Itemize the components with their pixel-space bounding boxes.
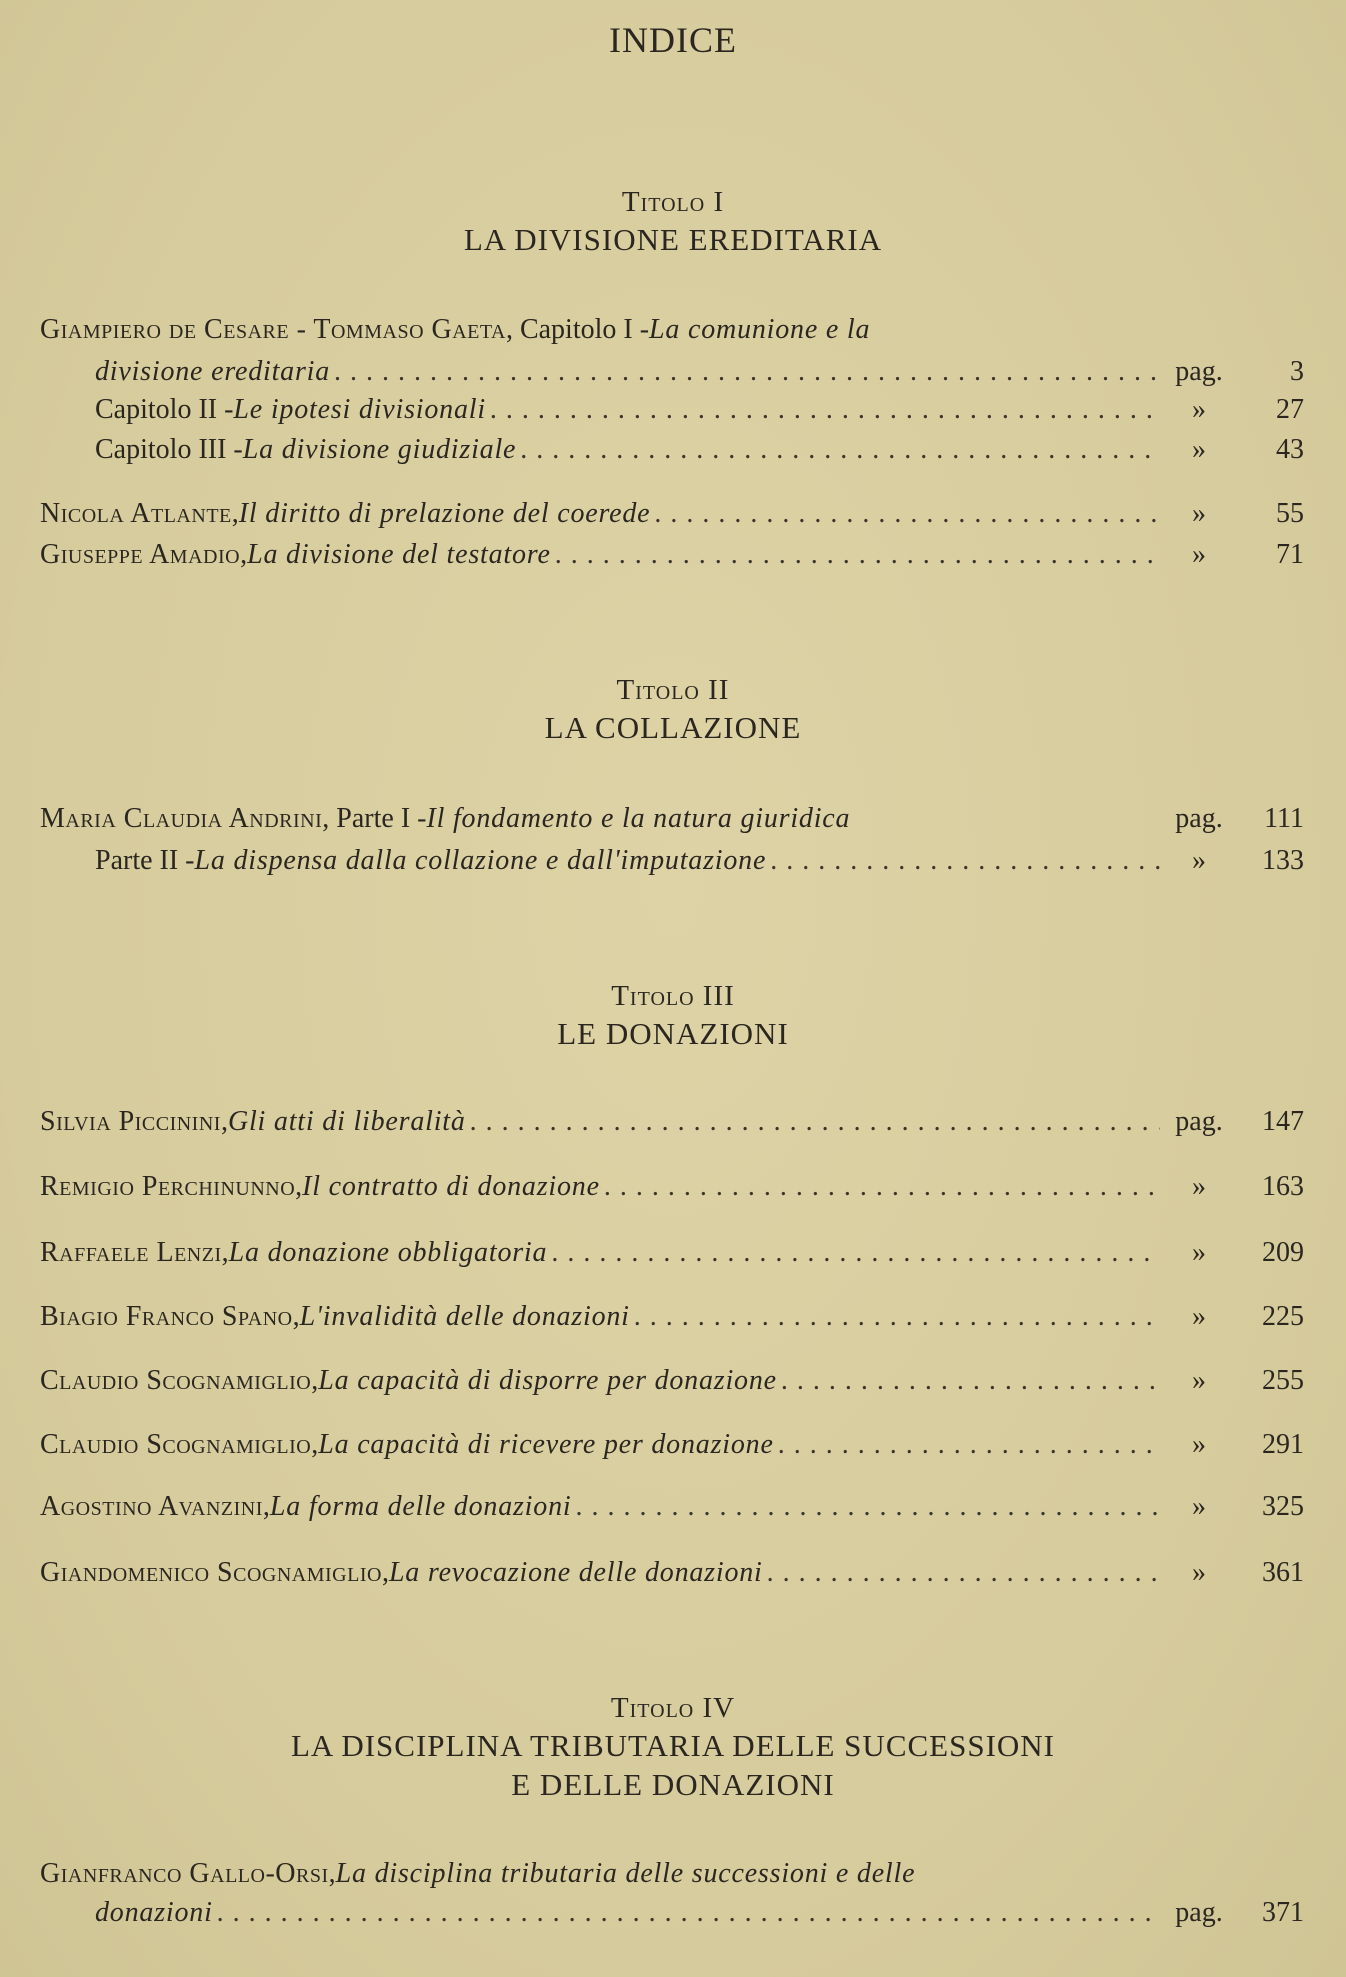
entry-title: La divisione giudiziale: [242, 434, 517, 465]
entry-chapter: Capitolo II -: [95, 394, 234, 425]
page-marker: pag.: [1175, 1106, 1223, 1137]
entry-title: donazioni: [95, 1897, 213, 1928]
page-marker: »: [1192, 1491, 1206, 1522]
dot-leader: [217, 1894, 1160, 1932]
entry-title: La capacità di disporre per donazione: [318, 1365, 777, 1396]
entry-title: La comunione e la: [649, 314, 871, 345]
section-heading: LE DONAZIONI: [557, 1016, 789, 1051]
toc-entry-line: [40, 1168, 1304, 1206]
entry-author: Silvia Piccinini: [40, 1106, 221, 1137]
entry-title: La forma delle donazioni: [269, 1491, 572, 1522]
entry-chapter: , Capitolo I -: [505, 314, 650, 345]
toc-entry-line: [40, 1234, 1304, 1272]
entry-author: Claudio Scognamiglio: [40, 1365, 312, 1396]
entry-title: Il diritto di prelazione del coerede: [238, 498, 651, 529]
page-number: 147: [1262, 1106, 1304, 1137]
entry-author: Agostino Avanzini: [40, 1491, 263, 1522]
toc-entry-line: [40, 1855, 1304, 1893]
page-number: 255: [1262, 1365, 1304, 1396]
entry-title: La revocazione delle donazioni: [388, 1557, 763, 1588]
page-number: 71: [1276, 539, 1304, 570]
page-number: 27: [1276, 394, 1304, 425]
section-heading: LA DIVISIONE EREDITARIA: [463, 222, 883, 257]
toc-entry-line: [95, 842, 1304, 880]
dot-leader: [555, 536, 1160, 574]
page-marker: »: [1192, 394, 1206, 425]
entry-author: Giuseppe Amadio: [40, 539, 241, 570]
page-number: 371: [1262, 1897, 1304, 1928]
page-marker: »: [1192, 1171, 1206, 1202]
toc-entry-line: [40, 1488, 1304, 1526]
entry-chapter: ,: [311, 1429, 319, 1460]
entry-chapter: Capitolo III -: [95, 434, 243, 465]
entry-title: La capacità di ricevere per donazione: [318, 1429, 774, 1460]
entry-chapter: ,: [220, 1106, 228, 1137]
dot-leader: [654, 495, 1160, 533]
toc-entry-line: [40, 1103, 1304, 1141]
dot-leader: [520, 431, 1160, 469]
entry-title: Gli atti di liberalità: [227, 1106, 466, 1137]
entry-chapter: ,: [240, 539, 248, 570]
toc-entry-line: [95, 391, 1304, 429]
toc-entry-line: [40, 311, 1304, 349]
page-marker: »: [1192, 498, 1206, 529]
entry-chapter: ,: [295, 1171, 303, 1202]
toc-entry-line: [95, 431, 1304, 469]
page-marker: »: [1192, 1237, 1206, 1268]
dot-leader: [767, 1554, 1160, 1592]
entry-author: Remigio Perchinunno: [40, 1171, 296, 1202]
page-marker: pag.: [1175, 803, 1223, 834]
page-number: 209: [1262, 1237, 1304, 1268]
page-number: 163: [1262, 1171, 1304, 1202]
toc-entry-line: [40, 800, 1304, 838]
entry-author: Biagio Franco Spano: [40, 1301, 293, 1332]
page-number: 55: [1276, 498, 1304, 529]
toc-entry-line: [95, 353, 1304, 391]
dot-leader: [634, 1298, 1160, 1336]
page-number: 325: [1262, 1491, 1304, 1522]
toc-entry-line: [40, 536, 1304, 574]
section-heading: LA COLLAZIONE: [544, 710, 802, 745]
dot-leader: [778, 1426, 1160, 1464]
entry-title: Le ipotesi divisionali: [233, 394, 486, 425]
dot-leader: [770, 842, 1160, 880]
page-marker: »: [1192, 1365, 1206, 1396]
toc-entry-line: [40, 1362, 1304, 1400]
dot-leader: [781, 1362, 1160, 1400]
section-label: Titolo I: [621, 186, 725, 218]
page-number: 291: [1262, 1429, 1304, 1460]
page-number: 225: [1262, 1301, 1304, 1332]
entry-title: La divisione del testatore: [247, 539, 551, 570]
entry-chapter: , Parte I -: [322, 803, 427, 834]
page-marker: »: [1192, 1557, 1206, 1588]
entry-chapter: ,: [262, 1491, 270, 1522]
entry-author: Claudio Scognamiglio: [40, 1429, 312, 1460]
entry-title: La donazione obbligatoria: [228, 1237, 548, 1268]
page-number: 3: [1290, 356, 1304, 387]
page-number: 133: [1262, 845, 1304, 876]
entry-author: Giandomenico Scognamiglio: [40, 1557, 382, 1588]
page-marker: »: [1192, 434, 1206, 465]
section-heading: LA DISCIPLINA TRIBUTARIA DELLE SUCCESSIONI: [290, 1728, 1056, 1763]
page-number: 111: [1264, 803, 1304, 834]
page-marker: pag.: [1175, 1897, 1223, 1928]
toc-entry-line: [40, 1554, 1304, 1592]
page-marker: »: [1192, 1301, 1206, 1332]
toc-entry-line: [95, 1894, 1304, 1932]
entry-author: Giampiero de Cesare - Tommaso Gaeta: [40, 314, 506, 345]
entry-title: divisione ereditaria: [95, 356, 331, 387]
entry-author: Raffaele Lenzi: [40, 1237, 222, 1268]
dot-leader: [604, 1168, 1160, 1206]
entry-title: Il contratto di donazione: [302, 1171, 600, 1202]
entry-chapter: ,: [311, 1365, 319, 1396]
page-marker: »: [1192, 1429, 1206, 1460]
page-marker: »: [1192, 539, 1206, 570]
dot-leader: [575, 1488, 1160, 1526]
section-heading: E DELLE DONAZIONI: [511, 1767, 835, 1802]
entry-chapter: ,: [292, 1301, 300, 1332]
entry-title: La disciplina tributaria delle successioni e delle: [335, 1858, 916, 1889]
toc-entry-line: [40, 495, 1304, 533]
page-number: 361: [1262, 1557, 1304, 1588]
entry-chapter: ,: [221, 1237, 229, 1268]
entry-chapter: ,: [231, 498, 239, 529]
dot-leader: [490, 391, 1160, 429]
page-marker: pag.: [1175, 356, 1223, 387]
toc-entry-line: [40, 1298, 1304, 1336]
entry-title: L'invalidità delle donazioni: [299, 1301, 630, 1332]
dot-leader: [551, 1234, 1160, 1272]
toc-entry-line: [40, 1426, 1304, 1464]
entry-author: Gianfranco Gallo-Orsi: [40, 1858, 329, 1889]
section-label: Titolo II: [616, 674, 730, 706]
dot-leader: [334, 353, 1160, 391]
section-label: Titolo IV: [610, 1692, 736, 1724]
section-label: Titolo III: [611, 980, 735, 1012]
entry-chapter: ,: [328, 1858, 336, 1889]
dot-leader: [470, 1103, 1160, 1141]
page-number: 43: [1276, 434, 1304, 465]
entry-title: La dispensa dalla collazione e dall'imputazione: [194, 845, 767, 876]
entry-title: Il fondamento e la natura giuridica: [426, 803, 851, 834]
entry-author: Nicola Atlante: [40, 498, 232, 529]
page-marker: »: [1192, 845, 1206, 876]
entry-chapter: Parte II -: [95, 845, 195, 876]
entry-author: Maria Claudia Andrini: [40, 803, 323, 834]
entry-chapter: ,: [381, 1557, 389, 1588]
page-title: INDICE: [609, 20, 737, 60]
